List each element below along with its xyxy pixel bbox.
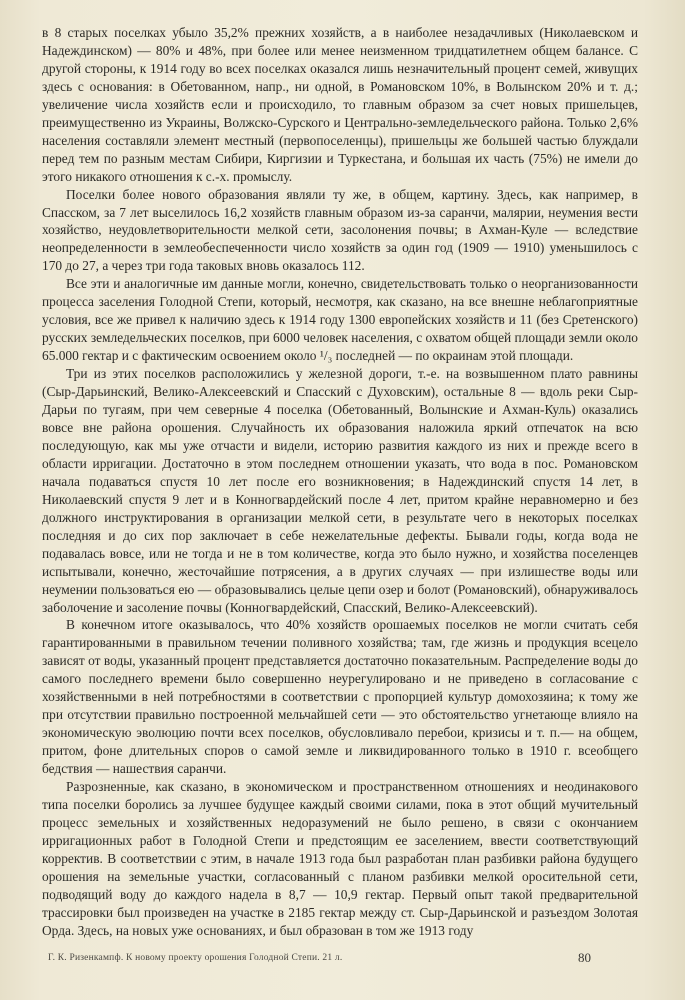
footer-signature: Г. К. Ризенкампф. К новому проекту орошения Голодной Степи. 21 л. — [48, 953, 343, 963]
paragraph-3: Все эти и аналогичные им данные могли, конечно, свидетельствовать только о неорганизованности процесса заселения Голодной Степи, который, несмотря, как сказано, на все внешне неблагоприятные условия, все же привел к наличию здесь к 1914 году 1300 европейских хозяйств и 11 (без Сретенского) русских земледельческих поселков, при 6000 человек населения, с охватом общей площади земли около 65.000 гектар и с фактическим освоением около ¹/₃ последней — по окраинам этой площади. — [42, 276, 638, 364]
paragraph-1: в 8 старых поселках убыло 35,2% прежних хозяйств, а в наиболее незадачливых (Николаевском и Надеждинском) — 80% и 48%, при более или менее неизменном тридцатилетнем общем балансе. С другой стороны, к 1914 году во всех поселках оказался лишь незначительный процент семей, живущих здесь с основания: в Обетованном, напр., ни одной, в Романовском 10%, в Волынском 20% и т. д.; увеличение числа хозяйств если и происходило, то главным образом за счет новых пришельцев, преимущественно из Украины, Волжско-Сурского и Центрально-земледельческого района. Только 2,6% населения составляли элемент местный (первопоселенцы), пришельцы же большей частью блуждали перед тем по разным местам Сибири, Киргизии и Туркестана, и большая их часть (75%) не имели до этого никакого отношения к с.-х. промыслу. — [42, 25, 638, 184]
paragraph-5: В конечном итоге оказывалось, что 40% хозяйств орошаемых поселков не могли считать себя гарантированными в правильном течении поливного хозяйства; там, где жизнь и продукция всецело зависят от воды, указанный процент представляется достаточно показательным. Распределение воды до самого последнего времени было совершенно неурегулировано и не приведено в согласование с хозяйственными в ней потребностями в соответствии с пропорцией культур домохозяина; к тому же при отсутствии правильно построенной мельчайшей сети — это обстоятельство угнетающе влияло на экономическую эволюцию почти всех поселков, обусловливало перебои, кризисы и т. п.— на общем, притом, фоне длительных споров о самой земле и ликвидированного только в 1910 г. всеобщего бедствия — нашествия саранчи. — [42, 617, 638, 777]
paragraph-2: Поселки более нового образования являли ту же, в общем, картину. Здесь, как например, в Спасском, за 7 лет выселилось 16,2 хозяйств главным образом из-за саранчи, малярии, неумения вести хозяйство, неудовлетворительности мелкой сети, засолонения почвы; в Ахман-Куле — вследствие неопределенности в землеобеспеченности число хозяйств за один год (1909 — 1910) уменьшилось с 170 до 27, а через три года таковых вновь оказалось 112. — [42, 186, 638, 274]
paragraph-6: Разрозненные, как сказано, в экономическом и пространственном отношениях и неодинакового типа поселки боролись за лучшее будущее каждый своими силами, пока в этот общий мучительный процесс земельных и хозяйственных недоразумений не было решено, в связи с окончанием ирригационных работ в Голодной Степи и предстоящим ее заселением, ввести соответствующий корректив. В соответствии с этим, в начале 1913 года был разработан план разбивки района будущего орошения на земельные участки, согласованный с планом разбивки мелкой оросительной сети, подводящий воду до каждого надела в 8,7 — 10,9 гектар. Первый опыт такой предварительной трассировки был произведен на участке в 2185 гектар между ст. Сыр-Дарьинской и разъездом Золотая Орда. Здесь, на новых уже основаниях, и был образован в том же 1913 году — [42, 779, 638, 938]
body-text — [42, 24, 638, 940]
paragraph-4: Три из этих поселков расположились у железной дороги, т.-е. на возвышенном плато равнины (Сыр-Дарьинский, Велико-Алексеевский и Спасский с Духовским), остальные 8 — вдоль реки Сыр-Дарьи по тугаям, при чем северные 4 поселка (Обетованный, Волынские и Ахман-Куль) оказались вовсе вне района орошения. Случайность их образования наложила яркий отпечаток на всю последующую, как мы уже отчасти и видели, историю развития каждого из них и прежде всего в области ирригации. Достаточно в этом последнем отношении указать, что вода в пос. Романовском начала подаваться спустя 10 лет после его возникновения; в Надеждинский спустя 14 лет, в Николаевский спустя 9 лет и в Конногвардейский после 4 лет, притом крайне неравномерно и без должного инструктирования в организации мелкой сети, в результате чего в некоторых поселках последняя и до сих пор заключает в себе нежелательные дефекты. Бывали годы, когда вода не подавалась вовсе, или не тогда и не в том количестве, когда это было нужно, и хозяйства поселенцев испытывали, конечно, жесточайшие потрясения, а в других случаях — при излишестве воды или неумении пользоваться ею — образовывались целые цепи озер и болот (Романовский), обнаруживалось заболочение и засоление почвы (Конногвардейский, Спасский, Велико-Алексеевский). — [42, 366, 638, 615]
page-number: 80 — [578, 950, 591, 965]
